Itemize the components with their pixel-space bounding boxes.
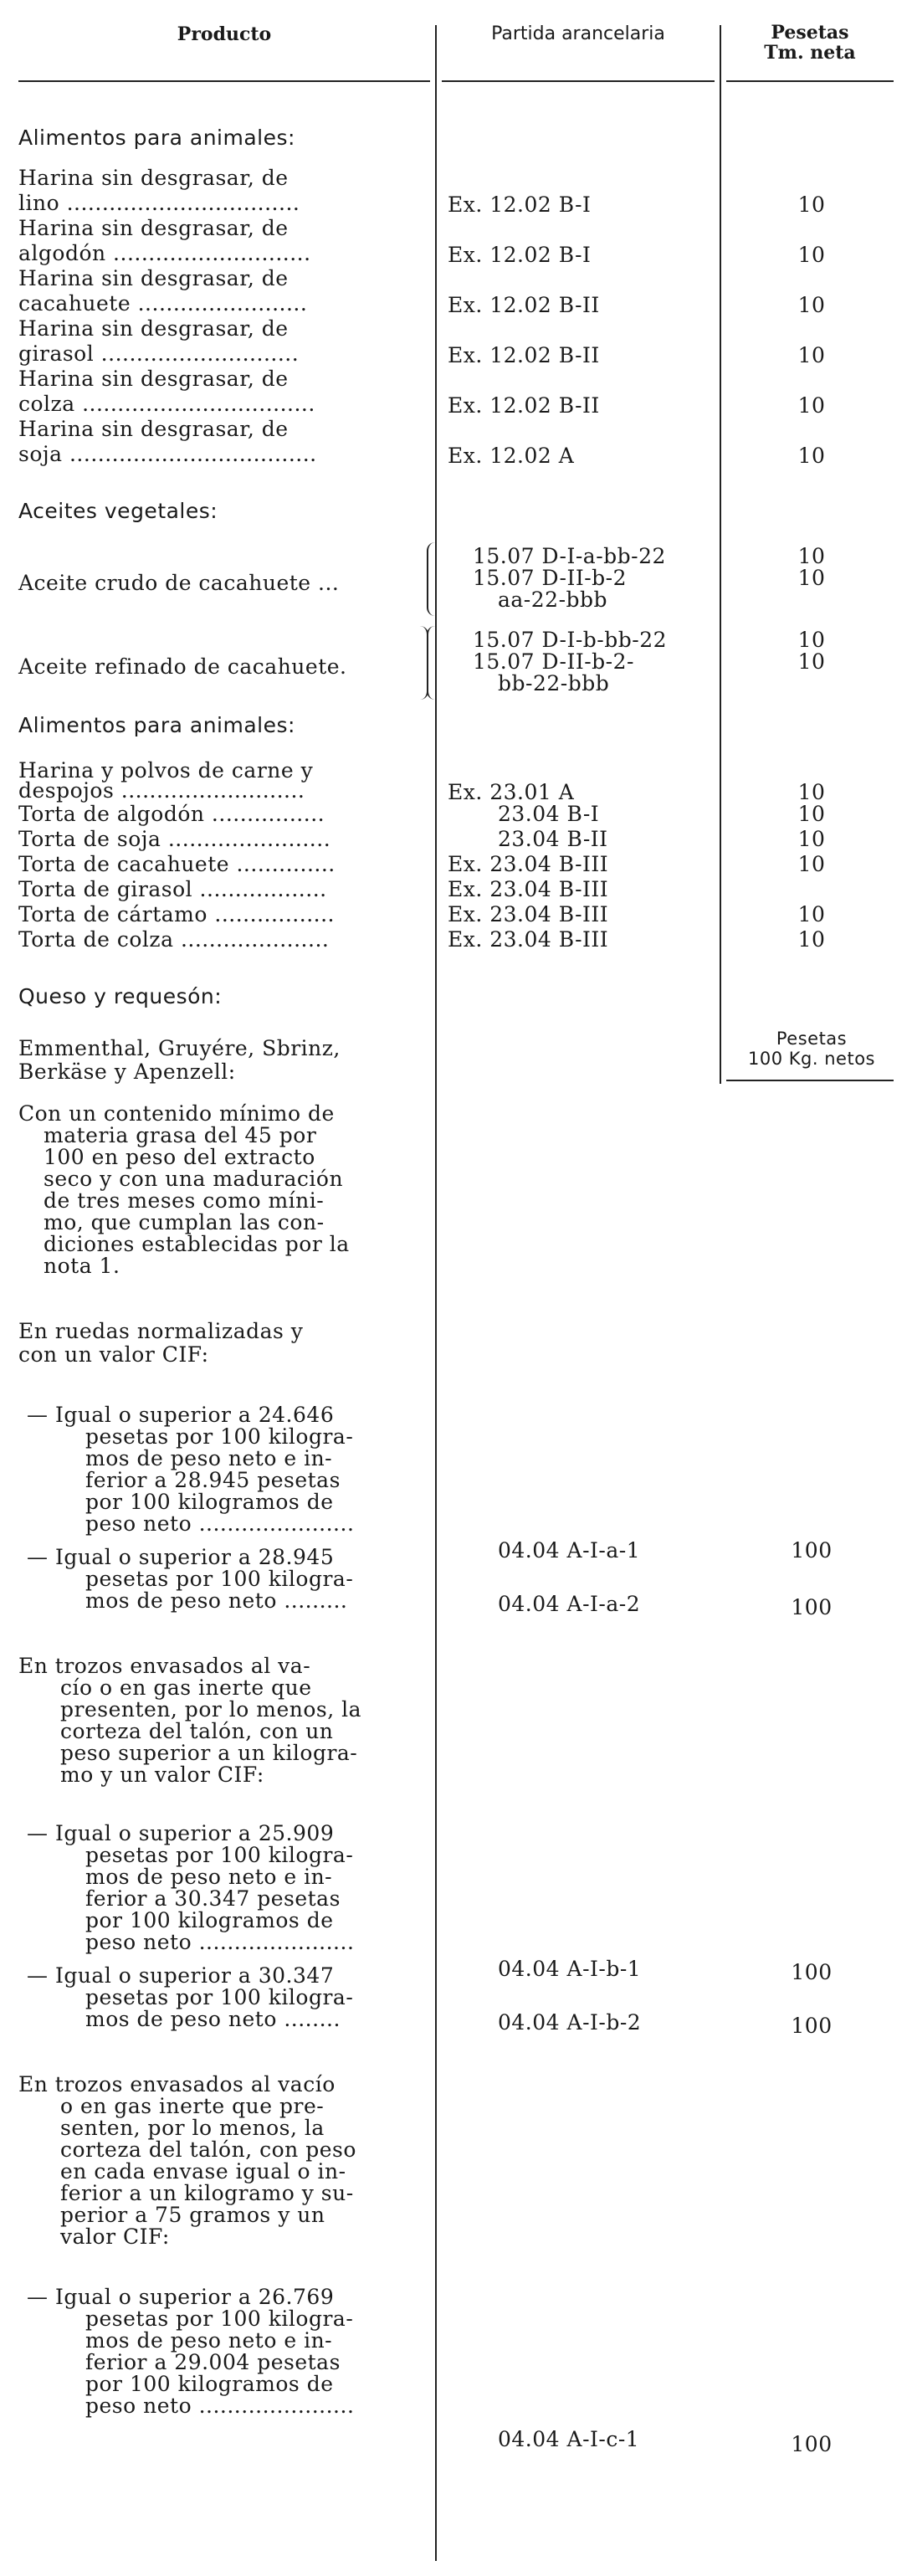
- product-text: soja ...................................: [18, 442, 317, 466]
- unit-header: Pesetas: [776, 1029, 848, 1049]
- product-text: mos de peso neto e in-: [85, 1865, 333, 1889]
- product-text: mo, que cumplan las con-: [44, 1210, 325, 1234]
- product-text: nota 1.: [44, 1254, 120, 1278]
- product-text: peso neto ......................: [85, 1511, 355, 1536]
- product-text: Torta de colza .....................: [18, 927, 330, 952]
- product-text: o en gas inerte que pre-: [60, 2094, 325, 2118]
- product-text: de tres meses como míni-: [44, 1188, 325, 1213]
- tariff-code: Ex. 23.01 A: [448, 780, 575, 804]
- rate-value: 100: [791, 2432, 833, 2456]
- tariff-code: 15.07 D-I-a-bb-22: [473, 544, 666, 568]
- product-text: corteza del talón, con un: [60, 1719, 334, 1743]
- rate-value: 10: [797, 852, 826, 876]
- tariff-code: Ex. 12.02 B-II: [448, 343, 600, 367]
- rate-value: 10: [797, 192, 826, 217]
- rate-value: 10: [797, 902, 826, 926]
- header-rule: [18, 80, 430, 82]
- product-text: En trozos envasados al va-: [18, 1654, 311, 1678]
- product-text: Torta de girasol ..................: [18, 877, 327, 901]
- product-text: diciones establecidas por la: [44, 1232, 350, 1256]
- product-text: — Igual o superior a 25.909: [27, 1821, 335, 1845]
- column-divider-right: [720, 25, 721, 1084]
- rate-value: 10: [797, 649, 826, 674]
- product-text: algodón ............................: [18, 241, 311, 265]
- row-brace: [417, 626, 428, 700]
- tariff-code: 04.04 A-I-a-1: [498, 1538, 641, 1563]
- tariff-code: Ex. 23.04 B-III: [448, 902, 609, 926]
- rate-value: 10: [797, 544, 826, 568]
- tariff-code: Ex. 23.04 B-III: [448, 927, 609, 952]
- product-text: Berkäse y Apenzell:: [18, 1060, 236, 1084]
- column-header-partida: Partida arancelaria: [491, 23, 665, 44]
- product-text: Torta de cacahuete ..............: [18, 852, 336, 876]
- product-text: corteza del talón, con peso: [60, 2137, 356, 2162]
- tariff-code: 15.07 D-II-b-2-: [473, 649, 634, 674]
- product-text: Harina sin desgrasar, de: [18, 266, 289, 290]
- product-text: 100 en peso del extracto: [44, 1145, 315, 1169]
- product-text: colza .................................: [18, 392, 315, 416]
- product-text: presenten, por lo menos, la: [60, 1697, 362, 1722]
- tariff-code: 04.04 A-I-a-2: [498, 1592, 641, 1616]
- header-rule: [726, 80, 894, 82]
- tariff-code: 15.07 D-II-b-2: [473, 566, 628, 590]
- product-text: pesetas por 100 kilogra-: [85, 1985, 354, 2009]
- product-text: Torta de soja .......................: [18, 827, 331, 851]
- product-text: En ruedas normalizadas y: [18, 1319, 304, 1343]
- product-text: pesetas por 100 kilogra-: [85, 1567, 354, 1591]
- product-text: cacahuete ........................: [18, 291, 308, 316]
- product-text: ferior a 29.004 pesetas: [85, 2350, 341, 2374]
- tariff-code: Ex. 12.02 B-II: [448, 393, 600, 418]
- column-header-producto: Producto: [177, 23, 272, 45]
- product-text: Harina y polvos de carne y: [18, 758, 314, 783]
- tariff-code: Ex. 12.02 A: [448, 444, 575, 468]
- tariff-code: 04.04 A-I-b-2: [498, 2010, 642, 2035]
- tariff-code: Ex. 12.02 B-I: [448, 243, 592, 267]
- rate-value: 100: [791, 2014, 833, 2038]
- rate-value: 10: [797, 927, 826, 952]
- product-text: Harina sin desgrasar, de: [18, 216, 289, 240]
- product-text: cío o en gas inerte que: [60, 1675, 312, 1700]
- rate-value: 10: [797, 802, 826, 826]
- product-text: Torta de cártamo .................: [18, 902, 335, 926]
- product-text: mos de peso neto e in-: [85, 1446, 333, 1470]
- product-text: Torta de algodón ................: [18, 802, 325, 826]
- product-text: senten, por lo menos, la: [60, 2116, 325, 2140]
- product-text: — Igual o superior a 28.945: [27, 1545, 335, 1569]
- product-text: Con un contenido mínimo de: [18, 1101, 335, 1126]
- product-text: girasol ............................: [18, 341, 300, 366]
- product-text: pesetas por 100 kilogra-: [85, 1424, 354, 1449]
- tariff-code: 04.04 A-I-c-1: [498, 2427, 640, 2451]
- rate-value: 100: [791, 1538, 833, 1563]
- rate-value: 100: [791, 1960, 833, 1984]
- product-text: mos de peso neto e in-: [85, 2328, 333, 2353]
- column-header-pesetas-unit: Tm. neta: [764, 42, 856, 64]
- product-text: Harina sin desgrasar, de: [18, 316, 289, 341]
- rate-value: 100: [791, 1595, 833, 1619]
- product-text: por 100 kilogramos de: [85, 2372, 334, 2396]
- header-rule: [442, 80, 715, 82]
- subheader-rule: [726, 1080, 894, 1081]
- product-text: valor CIF:: [60, 2224, 170, 2249]
- product-text: por 100 kilogramos de: [85, 1490, 334, 1514]
- product-text: Aceite refinado de cacahuete.: [18, 654, 347, 679]
- rate-value: 10: [797, 393, 826, 418]
- row-brace: [427, 542, 438, 616]
- section-heading: Queso y requesón:: [18, 984, 223, 1008]
- rate-value: 10: [797, 827, 826, 851]
- tariff-code: Ex. 12.02 B-II: [448, 293, 600, 317]
- product-text: Emmenthal, Gruyére, Sbrinz,: [18, 1036, 341, 1060]
- tariff-code: Ex. 12.02 B-I: [448, 192, 592, 217]
- product-text: en cada envase igual o in-: [60, 2159, 346, 2183]
- tariff-code: bb-22-bbb: [498, 671, 610, 695]
- product-text: — Igual o superior a 26.769: [27, 2285, 335, 2309]
- product-text: peso neto ......................: [85, 2394, 355, 2418]
- rate-value: 10: [797, 628, 826, 652]
- row-brace: [427, 626, 438, 700]
- product-text: mos de peso neto ........: [85, 2007, 341, 2031]
- product-text: ferior a 28.945 pesetas: [85, 1468, 341, 1492]
- tariff-code: 04.04 A-I-b-1: [498, 1957, 642, 1981]
- product-text: En trozos envasados al vacío: [18, 2072, 336, 2096]
- tariff-code: Ex. 23.04 B-III: [448, 852, 609, 876]
- product-text: seco y con una maduración: [44, 1167, 344, 1191]
- tariff-code: 23.04 B-II: [498, 827, 608, 851]
- product-text: peso neto ......................: [85, 1930, 355, 1954]
- rate-value: 10: [797, 343, 826, 367]
- product-text: por 100 kilogramos de: [85, 1908, 334, 1932]
- product-text: ferior a un kilogramo y su-: [60, 2181, 354, 2205]
- product-text: Harina sin desgrasar, de: [18, 367, 289, 391]
- product-text: Harina sin desgrasar, de: [18, 417, 289, 441]
- product-text: Harina sin desgrasar, de: [18, 166, 289, 190]
- rate-value: 10: [797, 780, 826, 804]
- product-text: mos de peso neto .........: [85, 1588, 348, 1613]
- product-text: mo y un valor CIF:: [60, 1763, 264, 1787]
- product-text: con un valor CIF:: [18, 1342, 209, 1367]
- section-heading: Alimentos para animales:: [18, 126, 295, 150]
- tariff-code: aa-22-bbb: [498, 588, 608, 612]
- product-text: peso superior a un kilogra-: [60, 1741, 358, 1765]
- tariff-code: Ex. 23.04 B-III: [448, 877, 609, 901]
- tariff-code: 23.04 B-I: [498, 802, 600, 826]
- product-text: — Igual o superior a 30.347: [27, 1963, 335, 1988]
- product-text: ferior a 30.347 pesetas: [85, 1886, 341, 1911]
- unit-header: 100 Kg. netos: [748, 1049, 875, 1069]
- product-text: Aceite crudo de cacahuete ...: [18, 571, 340, 595]
- section-heading: Aceites vegetales:: [18, 499, 218, 523]
- column-header-pesetas: Pesetas: [771, 22, 849, 44]
- product-text: despojos ..........................: [18, 778, 305, 803]
- product-text: lino .................................: [18, 191, 300, 215]
- product-text: pesetas por 100 kilogra-: [85, 1843, 354, 1867]
- rate-value: 10: [797, 243, 826, 267]
- product-text: — Igual o superior a 24.646: [27, 1403, 335, 1427]
- section-heading: Alimentos para animales:: [18, 713, 295, 737]
- rate-value: 10: [797, 566, 826, 590]
- rate-value: 10: [797, 444, 826, 468]
- tariff-code: 15.07 D-I-b-bb-22: [473, 628, 668, 652]
- product-text: pesetas por 100 kilogra-: [85, 2307, 354, 2331]
- product-text: perior a 75 gramos y un: [60, 2203, 325, 2227]
- column-divider-left: [435, 25, 437, 2561]
- rate-value: 10: [797, 293, 826, 317]
- product-text: materia grasa del 45 por: [44, 1123, 317, 1147]
